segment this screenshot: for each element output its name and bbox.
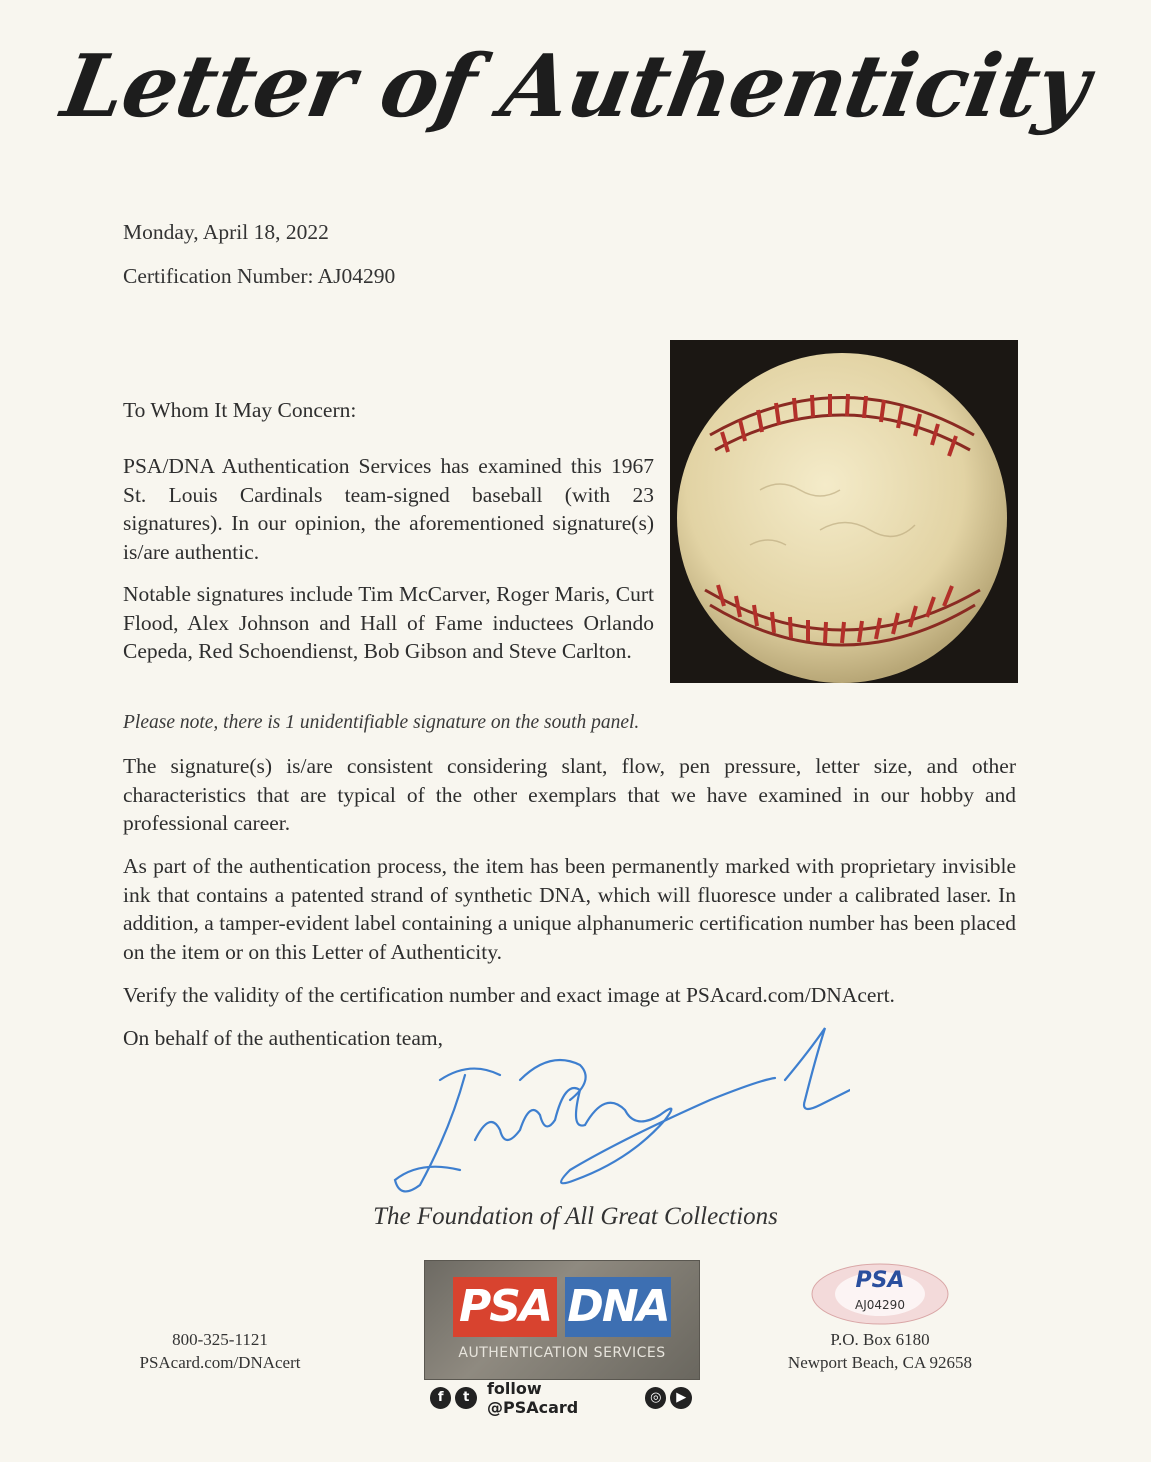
follow-handle[interactable]: follow @PSAcard: [486, 1379, 579, 1417]
closing-line: On behalf of the authentication team,: [123, 1026, 443, 1050]
city-state-zip: Newport Beach, CA 92658: [787, 1353, 973, 1372]
verify-line: Verify the validity of the certification number and exact image at PSAcard.com/DNAcert.: [123, 983, 895, 1007]
po-box: P.O. Box 6180: [830, 1330, 930, 1349]
label-brand: PSA: [855, 1268, 905, 1293]
baseball-photo: [670, 340, 1018, 683]
phone-number: 800-325-1121: [172, 1330, 268, 1349]
paragraph-examination: PSA/DNA Authentication Services has examined this 1967 St. Louis Cardinals team-signed baseball (with 23 signatures). In our opinion, the aforementioned signature(s) is/are authentic.: [123, 454, 654, 564]
certification-number: Certification Number: AJ04290: [123, 264, 396, 288]
psa-logo-text: PSA: [453, 1277, 557, 1337]
label-cert-number: AJ04290: [855, 1298, 905, 1312]
letter-date: Monday, April 18, 2022: [123, 220, 329, 244]
website: PSAcard.com/DNAcert: [139, 1353, 301, 1372]
twitter-icon[interactable]: t: [455, 1387, 476, 1409]
salutation: To Whom It May Concern:: [123, 398, 357, 422]
unidentifiable-note: Please note, there is 1 unidentifiable signature on the south panel.: [123, 712, 640, 733]
facebook-icon[interactable]: f: [430, 1387, 451, 1409]
paragraph-consistency: The signature(s) is/are consistent considering slant, flow, pen pressure, letter size, and other characteristics that are typical of the other exemplars that we have examined in our hobby and professional career.: [123, 754, 1016, 835]
logo-subtitle: AUTHENTICATION SERVICES: [458, 1345, 666, 1361]
contact-address: [770, 1328, 990, 1374]
contact-phone-web: [120, 1328, 320, 1374]
paragraph-notable-signatures: Notable signatures include Tim McCarver, Roger Maris, Curt Flood, Alex Johnson and Hall of Fame inductees Orlando Cepeda, Red Schoendienst, Bob Gibson and Steve Carlton.: [123, 582, 654, 663]
paragraph-authentication-process: As part of the authentication process, the item has been permanently marked with proprietary invisible ink that contains a patented strand of synthetic DNA, which will fluoresce under a calibrated laser. In addition, a tamper-evident label containing a unique alphanumeric certification number has been placed on the item or on this Letter of Authenticity.: [123, 854, 1016, 964]
instagram-icon[interactable]: ◎: [645, 1387, 666, 1409]
tagline: The Foundation of All Great Collections: [373, 1203, 778, 1230]
social-follow: [430, 1379, 692, 1417]
page-title: Letter of Authenticity: [55, 36, 1096, 137]
handwritten-signature: [380, 1020, 850, 1210]
psa-hologram-label: [810, 1262, 950, 1326]
dna-logo-text: DNA: [565, 1277, 671, 1337]
youtube-icon[interactable]: ▶: [670, 1387, 691, 1409]
psa-dna-logo: [424, 1260, 700, 1380]
